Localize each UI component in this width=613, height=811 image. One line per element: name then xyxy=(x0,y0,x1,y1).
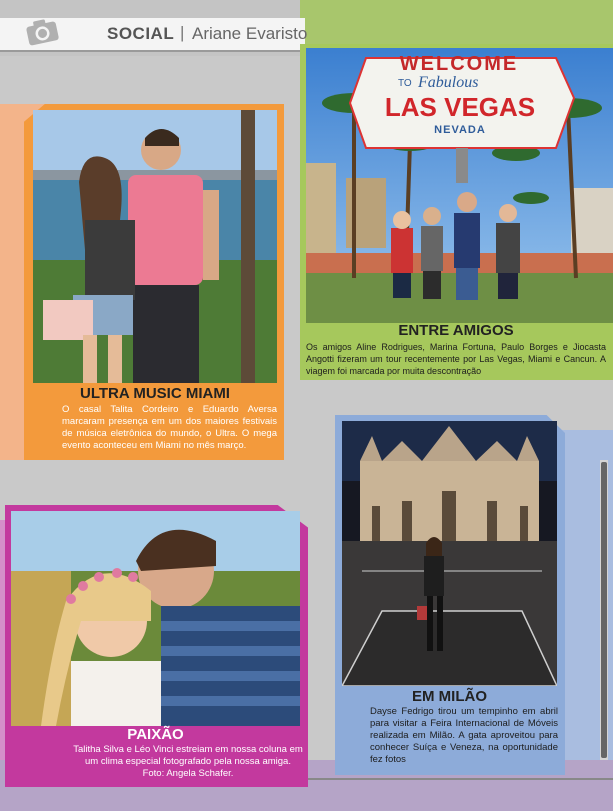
sign-state: NEVADA xyxy=(434,124,486,136)
sign-to: TO xyxy=(398,78,412,89)
paixao-title: PAIXÃO xyxy=(127,726,184,743)
author-name: Ariane Evaristo xyxy=(192,24,308,43)
milao-title: EM MILÃO xyxy=(412,688,487,705)
paixao-caption: Talitha Silva e Léo Vinci estreiam em nossa coluna em um clima especial fotografado pela nossa amiga. xyxy=(73,744,303,767)
paixao-photo-credit: Foto: Angela Schafer. xyxy=(142,768,234,779)
vegas-title: ENTRE AMIGOS xyxy=(398,322,514,339)
miami-caption: O casal Talita Cordeiro e Eduardo Aversa marcaram presença em um dos maiores festivais de música eletrônica do mundo, o Ultra. O mega evento aconteceu em Miami no mês março. xyxy=(62,404,277,451)
paixao-photo xyxy=(11,511,300,726)
miami-title: ULTRA MUSIC MIAMI xyxy=(80,385,230,402)
vegas-caption: Os amigos Aline Rodrigues, Marina Fortuna, Paulo Borges e Jiocasta Angotti fizeram um tour recentemente por Las Vegas, Miami e Cancun. A viagem foi marcada por muita descontração xyxy=(306,342,606,376)
page-divider xyxy=(308,778,613,780)
scrollbar-thumb[interactable] xyxy=(601,462,607,758)
miami-photo xyxy=(33,110,277,383)
sign-welcome: WELCOME xyxy=(399,53,519,75)
sign-city: LAS VEGAS xyxy=(384,92,536,122)
section-label: SOCIAL xyxy=(107,24,175,43)
header-separator: | xyxy=(180,23,185,42)
sign-fabulous: Fabulous xyxy=(418,74,479,91)
milao-photo xyxy=(342,421,557,686)
camera-icon xyxy=(24,16,60,46)
background-band xyxy=(300,0,613,45)
milao-caption: Dayse Fedrigo tirou um tempinho em abril para visitar a Feira Internacional de Móveis realizada em Milão. A gata aproveitou para conhecer Suíça e Veneza, na oportunidade fez fotos xyxy=(370,706,558,765)
